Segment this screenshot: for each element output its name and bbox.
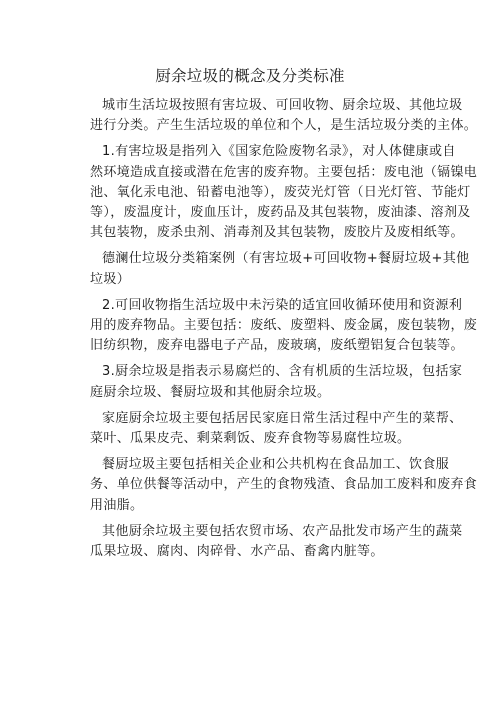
text-line: 家庭厨余垃圾主要包括居民家庭日常生活过程中产生的菜帮、 <box>102 410 463 426</box>
text-line: 用的废弃物品。主要包括：废纸、废塑料、废金属，废包装物，废 <box>90 318 478 334</box>
paragraph <box>90 362 463 402</box>
text-line: 庭厨余垃圾、餐厨垃圾和其他厨余垃圾。 <box>90 384 331 400</box>
text-line: 务、单位供餐等活动中，产生的食物残渣、食品加工废料和废弃食 <box>90 477 478 493</box>
paragraph <box>90 522 463 562</box>
text-line: 垃圾） <box>90 271 131 287</box>
text-line: 餐厨垃圾主要包括相关企业和公共机构在食品加工、饮食服 <box>102 457 450 473</box>
text-line: 菜叶、瓜果皮壳、剩菜剩饭、废弃食物等易腐性垃圾。 <box>90 431 411 447</box>
paragraph <box>90 249 470 289</box>
text-line: 其包装物，废杀虫剂、消毒剂及其包装物，废胶片及废相纸等。 <box>90 225 464 241</box>
document-body <box>90 96 478 562</box>
paragraph <box>90 142 478 243</box>
text-line: 瓜果垃圾、腐肉、肉碎骨、水产品、畜禽内脏等。 <box>90 544 384 560</box>
text-line: 用油脂。 <box>90 497 144 513</box>
text-line: 2.可回收物指生活垃圾中未污染的适宜回收循环使用和资源利 <box>102 297 463 313</box>
text-line: 其他厨余垃圾主要包括农贸市场、农产品批发市场产生的蔬菜 <box>102 523 463 539</box>
document-title: 厨余垃圾的概念及分类标准 <box>155 67 345 85</box>
text-line: 3.厨余垃圾是指表示易腐烂的、含有机质的生活垃圾，包括家 <box>102 364 463 380</box>
text-line: 进行分类。产生生活垃圾的单位和个人，是生活垃圾分类的主体。 <box>90 118 478 134</box>
text-line: 旧纺织物，废弃电器电子产品，废玻璃，废纸塑铝复合包装等。 <box>90 338 464 354</box>
text-line: 然环境造成直接或潜在危害的废弃物。主要包括：废电池（镉镍电 <box>90 164 478 180</box>
paragraph <box>90 96 478 136</box>
paragraph <box>90 409 463 449</box>
text-line: 等），废温度计，废血压计，废药品及其包装物，废油漆、溶剂及 <box>90 205 471 221</box>
text-line: 德澜仕垃圾分类箱案例（有害垃圾+可回收物+餐厨垃圾+其他 <box>102 251 470 267</box>
paragraph <box>90 296 478 357</box>
paragraph <box>90 455 478 516</box>
text-line: 城市生活垃圾按照有害垃圾、可回收物、厨余垃圾、其他垃圾 <box>102 98 463 113</box>
text-line: 池、氧化汞电池、铅蓄电池等），废荧光灯管（日光灯管、节能灯 <box>90 184 471 200</box>
text-line: 1.有害垃圾是指列入《国家危险废物名录》，对人体健康或自 <box>102 144 456 160</box>
